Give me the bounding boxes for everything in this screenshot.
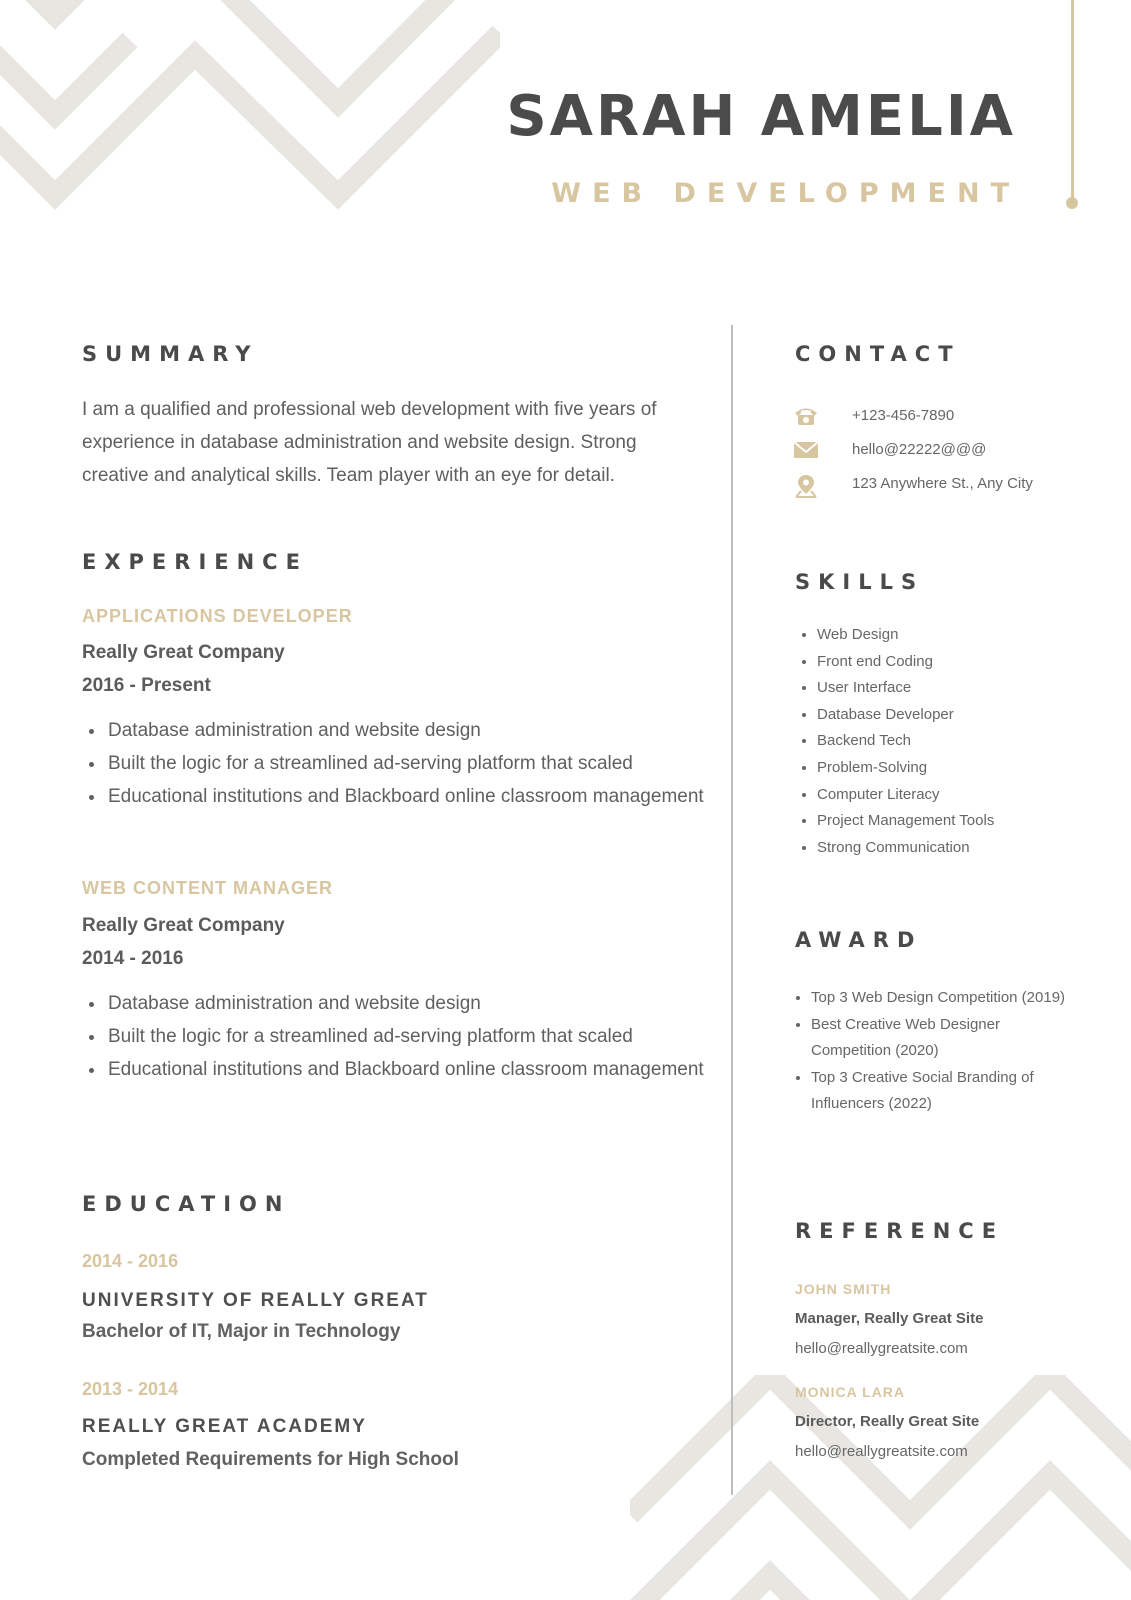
job-bullet: • Database administration and website design <box>106 987 706 1020</box>
job-bullet: • Built the logic for a streamlined ad-serving platform that scaled <box>106 1020 706 1053</box>
column-divider <box>731 325 733 1495</box>
education-school: REALLY GREAT ACADEMY <box>82 1416 367 1437</box>
reference-heading: REFERENCE <box>795 1219 1005 1243</box>
job-bullet: • Built the logic for a streamlined ad-serving platform that scaled <box>106 747 706 780</box>
contact-email-text: hello@22222@@@ <box>852 441 987 458</box>
skill-item: • Problem-Solving <box>817 755 1117 782</box>
contact-phone <box>793 402 1113 432</box>
job-title: APPLICATIONS DEVELOPER <box>82 606 353 626</box>
skill-item: • Computer Literacy <box>817 782 1117 809</box>
award-item: • Top 3 Web Design Competition (2019) <box>811 985 1071 1012</box>
job-bullets <box>82 987 706 1086</box>
skill-item: • Web Design <box>817 622 1117 649</box>
award-list <box>791 985 1071 1118</box>
location-pin-icon <box>793 473 819 499</box>
contact-heading: CONTACT <box>795 342 961 366</box>
contact-email <box>793 436 1113 466</box>
education-heading: EDUCATION <box>82 1192 291 1216</box>
job-bullet: • Educational institutions and Blackboard online classroom management <box>106 1053 706 1086</box>
experience-heading: EXPERIENCE <box>82 550 308 574</box>
reference-title: Manager, Really Great Site <box>795 1310 984 1327</box>
reference-email: hello@reallygreatsite.com <box>795 1340 968 1357</box>
reference-name: MONICA LARA <box>795 1384 906 1400</box>
header-accent-dot <box>1066 197 1078 209</box>
job-dates: 2016 - Present <box>82 675 211 696</box>
job-title: WEB CONTENT MANAGER <box>82 878 333 898</box>
skill-item: • Strong Communication <box>817 835 1117 862</box>
education-dates: 2014 - 2016 <box>82 1251 179 1271</box>
skills-heading: SKILLS <box>795 570 925 594</box>
phone-icon <box>793 405 819 427</box>
skill-item: • User Interface <box>817 675 1117 702</box>
contact-address <box>793 470 1113 500</box>
skill-item: • Database Developer <box>817 702 1117 729</box>
chevron-pattern-bottom <box>630 1375 1131 1600</box>
contact-address-text: 123 Anywhere St., Any City <box>852 475 1033 492</box>
reference-name: JOHN SMITH <box>795 1281 892 1297</box>
reference-title: Director, Really Great Site <box>795 1413 980 1430</box>
summary-heading: SUMMARY <box>82 342 259 366</box>
header-accent-line <box>1071 0 1074 200</box>
job-bullets <box>82 714 706 813</box>
education-dates: 2013 - 2014 <box>82 1379 179 1399</box>
award-item: • Top 3 Creative Social Branding of Influencers (2022) <box>811 1065 1071 1118</box>
skill-item: • Backend Tech <box>817 728 1117 755</box>
reference-email: hello@reallygreatsite.com <box>795 1443 968 1460</box>
award-item: • Best Creative Web Designer Competition (2020) <box>811 1012 1071 1065</box>
summary-text: I am a qualified and professional web development with five years of experience in database administration and website design. Strong creative and analytical skills. Team player with an eye for detail. <box>82 399 657 486</box>
candidate-role: WEB DEVELOPMENT <box>551 178 1020 209</box>
education-degree: Completed Requirements for High School <box>82 1449 459 1470</box>
job-company: Really Great Company <box>82 915 285 936</box>
education-degree: Bachelor of IT, Major in Technology <box>82 1321 401 1342</box>
job-company: Really Great Company <box>82 642 285 663</box>
contact-phone-text: +123-456-7890 <box>852 407 955 424</box>
skills-list <box>797 622 1117 861</box>
award-heading: AWARD <box>795 928 923 952</box>
job-bullet: • Database administration and website design <box>106 714 706 747</box>
chevron-pattern-top <box>0 0 500 215</box>
candidate-name: SARAH AMELIA <box>506 84 1016 149</box>
job-dates: 2014 - 2016 <box>82 948 184 969</box>
skill-item: • Project Management Tools <box>817 808 1117 835</box>
education-school: UNIVERSITY OF REALLY GREAT <box>82 1290 429 1311</box>
skill-item: • Front end Coding <box>817 649 1117 676</box>
envelope-icon <box>793 439 819 461</box>
job-bullet: • Educational institutions and Blackboard online classroom management <box>106 780 706 813</box>
